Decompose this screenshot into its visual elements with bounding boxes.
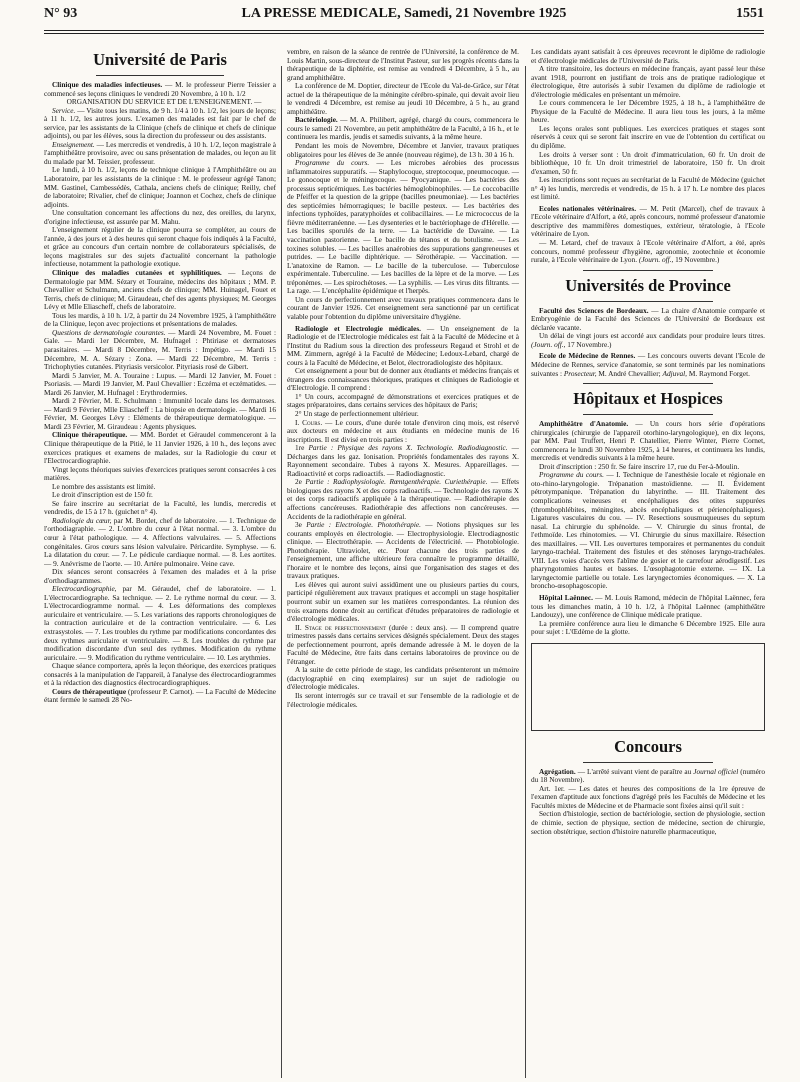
- paragraph: 2e Partie : Radiophysiologie. Rœntgenthérapie. Curiethérapie. — Effets biologiques des rayons X et des corps radioactifs. — Technologie des rayons X et des corps radioactifs appliquée à la thérapeutique. — Radiothérapie des affections cancéreuses. Radiothérapie des affections non cancéreuses. — Accidents de la radiothérapie en général.: [287, 477, 519, 521]
- paragraph: Service. — Visite tous les matins, de 9 h. 1/4 à 10 h. 1/2, les jours de leçons; à 11 h. 1/2, les autres jours. L'examen des malades est fait par le chef de service, par les assistants de la Clinique (chefs de clinique et chefs de clinique adjoints), ou par les élèves, sous la direction du professeur ou des assistants.: [44, 105, 276, 141]
- section-title-paris: Université de Paris: [93, 50, 227, 69]
- section-title-concours: Concours: [614, 736, 682, 756]
- section-title-hopitaux: Hôpitaux et Hospices: [573, 389, 723, 409]
- paragraph: Programme du cours. — Les microbes aérobies des processus inflammatoires suppuratifs. — Staphylocoque, streptocoque, pneumocoque. — Le gonocoque et le méningocoque. — Pyocyanique. — Les bactéries des processus septicémiques. Les bactéries hémoglobinophiles. — Le coccobacille de Pfeiffer et la question de la grippe (bacilles pneumoniae). — Les bactéries des septicémies hémorragiques; le bacille pesteux. — Les bactéries des infections typhoïdes, paratyphoïdes et colibacillaires. — Le micrococcus de la fièvre méditerranéenne. — Les dysenteries et le bactériophage de d'Hérelle. — Les bacilles sporulés de la terre. — La bactéridie de Davaine. — La vaccination pastorienne. — Le bacille du tétanos et du botulisme. — Les toxines solubles. — Les bacilles anaérobies des suppurations gangreneuses et putrides. — Le bacille diphtérique. — Sérothérapie. — Vaccination. — L'anatoxine de Ramon. — Le bacille de la tuberculose. — Tuberculose expérimentale. Tuberculine. — Les bacilles de la lèpre et de la morve. — Les tréponèmes. — Les spirochétoses. — La syphilis. — Les virus dits filtrants. — La rage. — L'encéphalite épidémique et l'herpès.: [287, 158, 519, 296]
- paragraph: Dix séances seront consacrées à l'examen des malades et à la prise d'orthodiagrammes.: [44, 567, 276, 585]
- paragraph: Chaque séance comportera, après la leçon théorique, des exercices pratiques consacrés à la manipulation de l'appareil, à l'analyse des électrocardiogrammes et à la rédaction des diagnostics électrocardiographiques.: [44, 661, 276, 688]
- emphasis: Enseignement.: [52, 139, 95, 149]
- paragraph: Ils seront interrogés sur ce travail et sur l'ensemble de la radiologie et de l'électrologie médicales.: [287, 691, 519, 709]
- paragraph: Le cours commencera le 1er Décembre 1925, à 18 h., à l'amphithéâtre de Physique de la Faculté de Médecine. Il aura lieu tous les jours, à la même heure.: [531, 98, 765, 125]
- emphasis: Journal officiel: [693, 766, 739, 776]
- section-divider: [96, 75, 224, 76]
- emphasis: (Journ. off.,: [531, 339, 566, 349]
- paragraph: ORGANISATION DU SERVICE ET DE L'ENSEIGNEMENT. —: [66, 97, 262, 107]
- paragraph: 1re Partie : Physique des rayons X. Technologie. Radiodiagnostic. — Décharges dans les gaz. Ionisation. Propriétés fondamentales des rayons X. Rayonnement secondaire. Tubes à rayons X. Mesures. Appareillages. — Radioactivité et corps radioactifs. — Radiodiagnostic.: [287, 443, 519, 478]
- paragraph: Hôpital Laënnec. — M. Louis Ramond, médecin de l'hôpital Laënnec, fera tous les dimanches matin, à 10 h. 1/2, à l'hôpital Laënnec (amphithéâtre Landouzy), une conférence de Clinique médicale pratique.: [531, 592, 765, 620]
- paragraph: 1° Un cours, accompagné de démonstrations et exercices pratiques et de stages préparatoires, dans certains services des hôpitaux de Paris;: [287, 391, 519, 410]
- paragraph: Les élèves qui auront suivi assidûment une ou plusieurs parties du cours, participé régulièrement aux travaux pratiques et accompli un stage hospitalier pourront subir un examen sur les matières correspondantes. La réunion des trois examens donne droit au certificat d'études préparatoires de radiologie et d'électrologie médicales.: [287, 579, 519, 624]
- paragraph: La conférence de M. Doptier, directeur de l'Ecole du Val-de-Grâce, sur l'état actuel de la thérapeutique de la méningite cérébro-spinale, qui devait avoir lieu le vendredi 4 Décembre, est remise au jeudi 10 Décembre, à 5 h., au grand amphithéâtre.: [287, 81, 519, 116]
- paragraph: Un délai de vingt jours est accordé aux candidats pour produire leurs titres. (Journ. off., 17 Novembre.): [531, 331, 765, 349]
- header-rule-inner: [44, 33, 764, 34]
- paragraph: Clinique thérapeutique. — MM. Bordet et Géraudel commenceront à la Clinique thérapeutique de la Pitié, le 11 Janvier 1926, à 10 h., des leçons avec exercices pratiques et examens de malades, sur la Radiologie du cœur et l'Electrocardiographie.: [44, 430, 276, 466]
- paragraph: Les candidats ayant satisfait à ces épreuves recevront le diplôme de radiologie et d'électrologie médicales de l'Université de Paris.: [531, 48, 765, 65]
- page-number: 1551: [736, 6, 764, 21]
- bold-heading: Bactériologie.: [295, 115, 338, 125]
- section-divider: [583, 383, 713, 384]
- paragraph: Clinique des maladies cutanées et syphilitiques. — Leçons de Dermatologie par MM. Sézary et Touraine, médecins des hôpitaux ; MM. P. Chevallier et Schulmann, anciens chefs de clinique; MM. Huinagel, Fouet et Terris, chefs de clinique; M. Giraudeau, chef des agents physiques; M. Georges Lévy et Mlle Eliascheff, chefs de laboratoire.: [44, 268, 276, 312]
- section-divider: [583, 270, 713, 271]
- emphasis: Programme du cours.: [539, 470, 604, 480]
- bold-heading: Ecole de Médecine de Rennes.: [539, 351, 636, 361]
- paragraph: Se faire inscrire au secrétariat de la Faculté, les lundis, mercredis et vendredis, de 15 à 17 h. (guichet n° 4).: [44, 498, 276, 517]
- paragraph: Mardi 2 Février, M. E. Schulmann : Immunité locale dans les dermatoses. — Mardi 9 Février, Mlle Eliascheff : La biopsie en dermatologie. — Mardi 16 Février, M. Georges Lévy : Eléments de thérapeutique dermatologique. — Mardi 23 Février, M. Giraudeau : Agents physiques.: [44, 396, 276, 431]
- paragraph: II. Stage de perfectionnement (durée : deux ans). — Il comprend quatre trimestres passés dans certains services désignés spécialement. Deux des stages de perfectionnement pourront, après demande adressée à M. le doyen de la Faculté de Médecine, être faits dans certains laboratoires de province ou de l'étranger.: [287, 622, 519, 666]
- emphasis: Stage de perfectionnement: [304, 622, 386, 632]
- paragraph: Un cours de perfectionnement avec travaux pratiques commencera dans le courant de Janvier 1926. Cet enseignement sera sanctionné par un certificat valable pour l'obtention du diplôme universitaire d'hygiène.: [287, 294, 519, 321]
- paragraph: Art. 1er. — Les dates et heures des compositions de la 1re épreuve de l'examen d'aptitude aux fonctions d'agrégé près les Facultés de Médecine et les Facultés mixtes de Médecine et de Pharmacie sont fixées ainsi qu'il suit :: [531, 783, 765, 810]
- paragraph: — M. Letard, chef de travaux à l'Ecole vétérinaire d'Alfort, a été, après concours, nommé professeur d'hygiène, agronomie, zootechnie et économie rurale, à l'Ecole vétérinaire de Lyon. (Journ. off., 19 Novembre.): [531, 238, 765, 265]
- bold-heading: Agrégation.: [539, 766, 576, 776]
- emphasis: Radiologie du cœur,: [52, 515, 112, 525]
- bold-heading: Clinique thérapeutique.: [52, 430, 128, 440]
- paragraph: Programme du cours. — I. Technique de l'anesthésie locale et régionale en oto-rhino-laryngologie. Trépanation mastoïdienne. — II. Évidement pétrotympanique. Trépanation du labyrinthe. — III. Traitement des complications veineuses et encéphaliques des otites suppurées (thrombophlébites, méningites, abcès encéphaliques et périencéphaliques). Ligatures vasculaires du cou. — IV. Resections sousmuqueuses du septum nasal. La chirurgie du sphénoïde. — V. Chirurgie du sinus frontal, de l'ethmoïde. Les rhinotomies. — VI. Chirurgie du sinus maxillaire. Résection des maxillaires. — VII. Les ouvertures temporaires et permanentes du conduit laryngo-trachéal. Traitement des fistules et des sténoses laryngo-trachéales. VIII. Les voies d'accès vers l'abîme de gosier et le carrefour aérodigestif. Les pharyngotomies hautes et basses. L'œsophagotomie externe. — IX. La laryngectomie partielle ou totale. Les laryngectomies économiques. — X. La broncho-œsophagoscopie.: [531, 470, 765, 591]
- column-1: [44, 48, 276, 1078]
- header-rule: [44, 30, 764, 31]
- emphasis: (Journ. off.,: [638, 255, 674, 265]
- paragraph: Questions de dermatologie courantes. — Mardi 24 Novembre, M. Fouet : Gale. — Mardi 1er Décembre, M. Hufnagel : Phtiriase et dermatoses parasitaires. — Mardi 8 Décembre, M. Terris : Impétigo. — Mardi 15 Décembre, M. A. Sézary : Zona. — Mardi 22 Décembre, M. Terris : Trichophyties cutanées. Pityriasis versicolor. Pityriasis rosé de Gibert.: [44, 327, 276, 372]
- paragraph: I. Cours. — Le cours, d'une durée totale d'environ cinq mois, est réservé aux docteurs en médecine et aux étudiants en médecine munis de 16 inscriptions. Il est divisé en trois parties :: [287, 417, 519, 444]
- issue-number: N° 93: [44, 6, 78, 21]
- emphasis: Service.: [52, 105, 76, 115]
- journal-title: LA PRESSE MEDICALE, Samedi, 21 Novembre 1925: [241, 6, 567, 21]
- section-divider: [583, 301, 713, 302]
- paragraph: vembre, en raison de la séance de rentrée de l'Université, la conférence de M. Louis Martin, sous-directeur de l'Institut Pasteur, sur les progrès récents dans la thérapeutique de la diphtérie, est remise au vendredi 4 Décembre, à 5 h., au grand amphithéâtre.: [287, 48, 519, 82]
- paragraph: Droit d'inscription : 250 fr. Se faire inscrire 17, rue du Fer-à-Moulin.: [539, 461, 740, 471]
- paragraph: Radiologie et Electrologie médicales. — Un enseignement de la Radiologie et de l'Electrologie médicales est fait à la Faculté de Médecine et à l'Institut du Radium sous la direction des professeurs Regaud et Strohl et de MM. Zimmern, agrégé à la Faculté de Médecine; Ledoux-Lebard, chargé de cours à la Faculté de Médecine, et Belot, électroradiologiste des hôpitaux.: [287, 323, 519, 367]
- emphasis: Electrocardiographie,: [52, 584, 117, 594]
- section-title-province: Universités de Province: [565, 275, 731, 295]
- emphasis: Partie : Radiophysiologie. Rœntgenthérapie. Curiethérapie.: [305, 477, 488, 487]
- emphasis: Prosecteur,: [563, 368, 597, 378]
- paragraph: Cours de thérapeutique (professeur P. Carnot). — La Faculté de Médecine étant fermée le samedi 28 No-: [44, 686, 276, 705]
- paragraph: Une consultation concernant les affections du nez, des oreilles, du larynx, d'origine infectieuse, est assurée par M. Mahu.: [44, 208, 276, 226]
- emphasis: Programme du cours.: [295, 158, 370, 168]
- paragraph: Enseignement. — Les mercredis et vendredis, à 10 h. 1/2, leçon magistrale à l'amphithéâtre provisoire, avec ou sans présentation de malades, ou leçon au lit du malade par M. Teissier, professeur.: [44, 139, 276, 166]
- emphasis: Partie : Electrologie. Photothérapie.: [306, 520, 421, 530]
- paragraph: L'enseignement régulier de la clinique pourra se compléter, au cours de l'année, à des jours et à des heures qui seront chaque fois indiqués à la Faculté, et grâce au concours d'un certain nombre de collaborateurs spécialisés, de leçons magistrales sur des sujets d'actualité concernant la pathologie infectieuse, notamment la pathologie exotique.: [44, 225, 276, 269]
- paragraph: Les droits à verser sont : Un droit d'immatriculation, 60 fr. Un droit de bibliothèque, 10 fr. Un droit trimestriel de laboratoire, 150 fr. Un droit d'examen, 50 fr.: [531, 149, 765, 176]
- paragraph: Ecole de Médecine de Rennes. — Les concours ouverts devant l'Ecole de Médecine de Rennes, service d'anatomie, se sont terminés par les nominations suivantes : Prosecteur, M. André Chevallier; Adjuval, M. Raymond Forget.: [531, 351, 765, 378]
- paragraph: Agrégation. — L'arrêté suivant vient de paraître au Journal officiel (numéro du 18 Novembre).: [531, 766, 765, 785]
- column-2: [287, 48, 519, 1078]
- paragraph: Amphithéâtre d'Anatomie. — Un cours hors série d'opérations chirurgicales (chirurgie de l'appareil otorhino-laryngologique), en dix leçons, par MM. Paul Truffert, Henri P. Chatellier, Pierre Winter, Pierre Cornet, commencera le lundi 30 Novembre 1925, à 14 heures, et continuera les lundis, mercredis et vendredis suivants à la même heure.: [531, 419, 765, 463]
- paragraph: A la suite de cette période de stage, les candidats présenteront un mémoire (dactylographié en cinq exemplaires) sur un sujet de radiologie ou d'électrologie médicales.: [287, 665, 519, 692]
- emphasis: Partie : Physique des rayons X. Technologie. Radiodiagnostic.: [308, 443, 508, 453]
- section-divider: [583, 762, 713, 763]
- paragraph: 3e Partie : Electrologie. Photothérapie. — Notions physiques sur les courants employés en électrologie. — Electrophysiologie. Electrodiagnostic clinique. — Electrothérapie. — Accidents de l'électricité. — Photobiologie. Photothérapie. Ultraviolet, etc. Pour chacune des trois parties de l'enseignement, une affiche ultérieure fera connaître le programme détaillé, l'horaire et le nombre des leçons, ainsi que l'organisation des stages et des travaux pratiques.: [287, 520, 519, 581]
- paragraph: Vingt leçons théoriques suivies d'exercices pratiques seront consacrées à ces matières.: [44, 464, 276, 483]
- advertisement-box: [531, 643, 765, 731]
- paragraph: Le lundi, à 10 h. 1/2, leçons de technique clinique à l'Amphithéâtre ou au Laboratoire, par les assistants de la clinique : M. le professeur agrégé Tanon; MM. Gastinel, Cambessédès, Cathala, anciens chefs de clinique; Reilly, chef de laboratoire; Rivalier, chef de clinique; Joannon et Cochez, chefs de clinique adjoints.: [44, 165, 276, 209]
- paragraph: Le nombre des assistants est limité.: [52, 481, 156, 491]
- paragraph: Pendant les mois de Novembre, Décembre et Janvier, travaux pratiques obligatoires pour les élèves de 3e année (nouveau régime), de 13 h. 30 à 16 h.: [287, 141, 519, 159]
- emphasis: Adjuval,: [662, 368, 688, 378]
- emphasis: Questions de dermatologie courantes.: [52, 327, 166, 337]
- paragraph: Faculté des Sciences de Bordeaux. — La chaire d'Anatomie comparée et Embryogénie de la Faculté des Sciences de l'Université de Bordeaux est déclarée vacante.: [531, 305, 765, 332]
- paragraph: Cet enseignement a pour but de donner aux étudiants et médecins français et étrangers des connaissances théoriques, pratiques et cliniques de Radiologie et d'Electrologie. Il comprend :: [287, 366, 519, 393]
- bold-heading: Radiologie et Electrologie médicales.: [295, 323, 421, 333]
- paragraph: Radiologie du cœur, par M. Bordet, chef de laboratoire. — 1. Technique de l'orthodiagraphie. — 2. L'ombre du cœur à l'état normal. — 3. L'ombre du cœur à l'état pathologique. — 4. Affections valvulaires. — 5. Affections congénitales. Gros cœurs sans lésion valvulaire. Péricardite. Symphyse. — 6. La dilatation du cœur. — 7. Le pédicule cardiaque normal. — 8. Les aortites. — 9. Anévrisme de l'aorte. — 10. Artère pulmonaire. Veine cave.: [44, 515, 276, 568]
- bold-heading: Cours de thérapeutique: [52, 686, 127, 696]
- bold-heading: Faculté des Sciences de Bordeaux.: [539, 305, 649, 315]
- paragraph: Les leçons orales sont publiques. Les exercices pratiques et stages sont réservés à ceux qui se seront fait inscrire en vue de l'obtention du certificat ou du diplôme.: [531, 123, 765, 151]
- paragraph: Les inscriptions sont reçues au secrétariat de la Faculté de Médecine (guichet n° 4) les lundis, mercredis et vendredis, de 15 h. à 17 h. Le nombre des places est limité.: [531, 175, 765, 202]
- paragraph: Electrocardiographie, par M. Géraudel, chef de laboratoire. — 1. L'électrocardiographe. Sa technique. — 2. Le rythme normal du cœur. — 3. L'électrocardiogramme normal. — 4. Les déformations des complexes auriculaire et ventriculaire. — 5. Les variations des rapports chronologiques de la contraction auriculaire et de la contraction ventriculaire. — 6. Les extrasystoles. — 7. Les troubles du rythme par modifications concordantes des deux rythmes auriculaire et ventriculaire. — 8. Les troubles du rythme par modification discordante d'un seul des rythmes. Modification du rythme auriculaire. — 9. Modification du rythme ventriculaire. — 10. Les arythmies.: [44, 584, 276, 662]
- emphasis: Cours.: [302, 417, 323, 427]
- paragraph: Mardi 5 Janvier, M. A. Touraine : Lupus. — Mardi 12 Janvier, M. Fouet : Psoriasis. — Mardi 19 Janvier, M. Paul Chevallier : Eczéma et eczématides. — Mardi 26 Janvier, M. Hufnagel : Erythrodermies.: [44, 370, 276, 397]
- paragraph: Tous les mardis, à 10 h. 1/2, à partir du 24 Novembre 1925, à l'amphithéâtre de la Clinique, leçon avec projections et présentations de malades.: [44, 310, 276, 329]
- bold-heading: Clinique des maladies cutanées et syphilitiques.: [52, 268, 222, 278]
- column-3: [531, 48, 765, 1078]
- paragraph: Bactériologie. — M. A. Philibert, agrégé, chargé du cours, commencera le cours le samedi 21 Novembre, au petit amphithéâtre de la Faculté, à 16 h., et le continuera les mardis, jeudis et samedis suivants, à la même heure.: [287, 115, 519, 142]
- paragraph: La première conférence aura lieu le dimanche 6 Décembre 1925. Elle aura pour sujet : L'Œdème de la glotte.: [531, 618, 765, 637]
- bold-heading: Clinique des maladies infectieuses.: [52, 80, 163, 89]
- column-divider: [525, 66, 526, 1078]
- paragraph: 2° Un stage de perfectionnement ultérieur.: [295, 408, 419, 418]
- section-divider: [583, 414, 713, 415]
- paragraph: Section d'histologie, section de bactériologie, section de physiologie, section de chimie, section de physique, section de médecine, section de chirurgie, section obstétrique, section d'histoire naturelle pharmaceutique,: [531, 809, 765, 836]
- paragraph: Ecoles nationales vétérinaires. — M. Petit (Marcel), chef de travaux à l'Ecole vétérinaire d'Alfort, a été, après concours, nommé professeur d'anatomie descriptive des mammifères domestiques, extérieur, tératologie, à l'Ecole vétérinaire de Lyon.: [531, 203, 765, 239]
- column-divider: [281, 66, 282, 1078]
- paragraph: Clinique des maladies infectieuses. — M. le professeur Pierre Teissier a commencé ses leçons cliniques le vendredi 20 Novembre, à 10 h. 1/2: [44, 80, 276, 98]
- paragraph: A titre transitoire, les docteurs en médecine français, ayant passé leur thèse avant 1918, pourront en justifiant de trois ans de pratique radiologique et électrologique, être autorisés à subir l'examen du diplôme de radiologie et d'électrologie médicales en présentant un mémoire.: [531, 64, 765, 99]
- bold-heading: Amphithéâtre d'Anatomie.: [539, 419, 629, 429]
- paragraph: Le droit d'inscription est de 150 fr.: [52, 490, 153, 500]
- bold-heading: Ecoles nationales vétérinaires.: [539, 203, 637, 213]
- page-header: [44, 6, 764, 24]
- bold-heading: Hôpital Laënnec.: [539, 592, 593, 602]
